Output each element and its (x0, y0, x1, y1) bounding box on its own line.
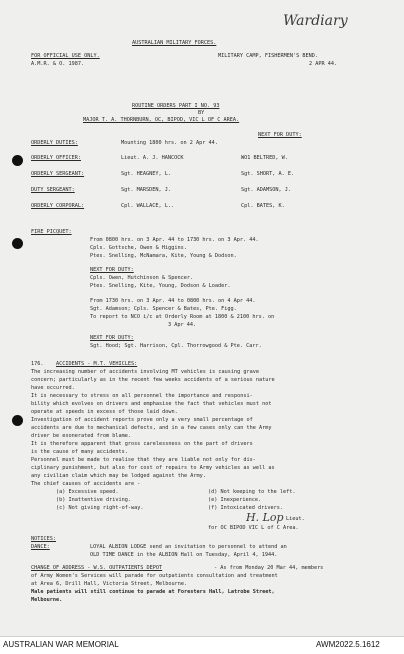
regulation-ref: A.M.R. & O. 1987. (31, 61, 85, 67)
cause-item: (e) Inexperience. (208, 497, 262, 503)
picquet-line: 3 Apr 44. (168, 322, 197, 328)
footer-institution: AUSTRALIAN WAR MEMORIAL (3, 640, 119, 649)
picquet-line: From 0800 hrs. on 3 Apr. 44 to 1730 hrs. on 3 Apr. 44. (90, 237, 259, 243)
accidents-line: accidents are due to mechanical defects, and in a few cases only can the Army (31, 425, 272, 431)
cause-item: (a) Excessive speed. (56, 489, 119, 495)
duty-value: Mounting 1800 hrs. on 2 Apr 44. (121, 140, 218, 146)
handwritten-annotation: Wardiary (283, 13, 348, 29)
change-line: at Area 6, Drill Hall, Victoria Street, Melbourne. (31, 581, 188, 587)
section-number: 176. (31, 361, 44, 367)
picquet-line: Sgt. Hood; Sgt. Harrison, Cpl. Thorrowgood & Pte. Carr. (90, 343, 262, 349)
duty-next: Cpl. BATES, K. (241, 203, 285, 209)
accidents-title: ACCIDENTS - M.T. VEHICLES: (56, 361, 138, 367)
punch-hole (12, 415, 23, 426)
signature-scribble: H. Lop (246, 511, 284, 524)
footer-strip (0, 636, 404, 654)
duty-label: ORDERLY CORPORAL: (31, 203, 85, 209)
footer-accession: AWM2022.5.1612 (316, 640, 380, 649)
accidents-line: operate at speeds in excess of those laid down. (31, 409, 178, 415)
dance-line: OLD TIME DANCE in the ALBION Hall on Tuesday, April 4, 1944. (90, 552, 278, 558)
accidents-line: The increasing number of accidents involving MT vehicles is causing grave (31, 369, 259, 375)
duty-value: Lieut. A. J. HANCOCK (121, 155, 184, 161)
next-for-duty-header: NEXT FOR DUTY: (258, 132, 302, 138)
punch-hole (12, 155, 23, 166)
header-title: AUSTRALIAN MILITARY FORCES. (132, 40, 217, 46)
accidents-line: is the cause of many accidents. (31, 449, 128, 455)
duty-label: DUTY SERGEANT: (31, 187, 75, 193)
notices-label: NOTICES: (31, 536, 56, 542)
picquet-line: Cpls. Owen, Hutchinson & Spencer. (90, 275, 194, 281)
accidents-line: bility which evolves on drivers and emphasise the fact that vehicles must not (31, 401, 272, 407)
change-line: - As from Monday 20 Mar 44, members (214, 565, 324, 571)
accidents-line: ciplinary punishment, but also for cost of repairs to Army vehicles as well as (31, 465, 275, 471)
accidents-line: Personnel must be made to realise that they are liable not only for dis- (31, 457, 256, 463)
orders-title: ROUTINE ORDERS PART I NO. 93 (132, 103, 220, 109)
orders-issuer: MAJOR T. A. THORNBURN, OC, BIPOD, VIC L OF C AREA. (83, 117, 240, 123)
change-line: Melbourne. (31, 597, 63, 603)
orders-by: BY (198, 110, 205, 116)
duty-next: Sgt. ADAMSON, J. (241, 187, 291, 193)
picquet-line: Cpls. Gottsche, Owen & Higgins. (90, 245, 187, 251)
picquet-line: Ptes. Snelling, McNamara, Kite, Young & Dodson. (90, 253, 237, 259)
camp-location: MILITARY CAMP, FISHERMEN'S BEND. (218, 53, 318, 59)
document-date: 2 APR 44. (309, 61, 338, 67)
accidents-line: have occurred. (31, 385, 75, 391)
accidents-line: Investigation of accident reports prove only a very small percentage of (31, 417, 253, 423)
duty-label: ORDERLY OFFICER: (31, 155, 81, 161)
cause-item: (b) Inattentive driving. (56, 497, 131, 503)
duty-value: Cpl. WALLACE, L.. (121, 203, 175, 209)
next-for-duty-label: NEXT FOR DUTY: (90, 267, 134, 273)
accidents-line: It is necessary to stress on all personnel the importance and responsi- (31, 393, 253, 399)
change-of-address-label: CHANGE OF ADDRESS - W.S. OUTPATIENTS DEPOT (31, 565, 163, 571)
signature-for-line: for OC BIPOD VIC L of C Area. (208, 525, 299, 531)
duty-value: Sgt. MARSDEN, J. (121, 187, 171, 193)
cause-item: (d) Not keeping to the left. (208, 489, 296, 495)
accidents-line: driver be exonerated from blame. (31, 433, 131, 439)
duty-value: Sgt. HEAGNEY, L. (121, 171, 171, 177)
picquet-line: Ptes. Snelling, Kite, Young, Dodson & Loader. (90, 283, 231, 289)
next-for-duty-label: NEXT FOR DUTY: (90, 335, 134, 341)
cause-item: (c) Not giving right-of-way. (56, 505, 144, 511)
accidents-line: The chief causes of accidents are - (31, 481, 141, 487)
duty-next: WO1 BELTRED, W. (241, 155, 288, 161)
dance-label: DANCE: (31, 544, 50, 550)
punch-hole (12, 238, 23, 249)
accidents-line: any civilian claim which may be lodged against the Army. (31, 473, 206, 479)
picquet-line: To report to NCO i/c at Orderly Room at 1800 & 2100 hrs. on (90, 314, 275, 320)
duty-label: ORDERLY SERGEANT: (31, 171, 85, 177)
duty-label: ORDERLY DUTIES: (31, 140, 78, 146)
duty-next: Sgt. SHORT, A. E. (241, 171, 295, 177)
official-use-line: FOR OFFICIAL USE ONLY. (31, 53, 100, 59)
cause-item: (f) Intoxicated drivers. (208, 505, 283, 511)
fire-picquet-label: FIRE PICQUET: (31, 229, 72, 235)
dance-line: LOYAL ALBION LODGE send an invitation to personnel to attend an (90, 544, 287, 550)
change-line: of Army Women's Services will parade for outpatients consultation and treatment (31, 573, 278, 579)
change-line: Male patients will still continue to parade at Foresters Hall, Latrobe Street, (31, 589, 275, 595)
signature-rank: Lieut. (286, 516, 305, 522)
accidents-line: It is therefore apparent that gross carelessness on the part of drivers (31, 441, 253, 447)
accidents-line: concern; particularly as in the recent few weeks accidents of a serious nature (31, 377, 275, 383)
picquet-line: Sgt. Adamson; Cpls. Spencer & Bates, Pte. Figg. (90, 306, 237, 312)
picquet-line: From 1730 hrs. on 3 Apr. 44 to 0800 hrs. on 4 Apr 44. (90, 298, 256, 304)
